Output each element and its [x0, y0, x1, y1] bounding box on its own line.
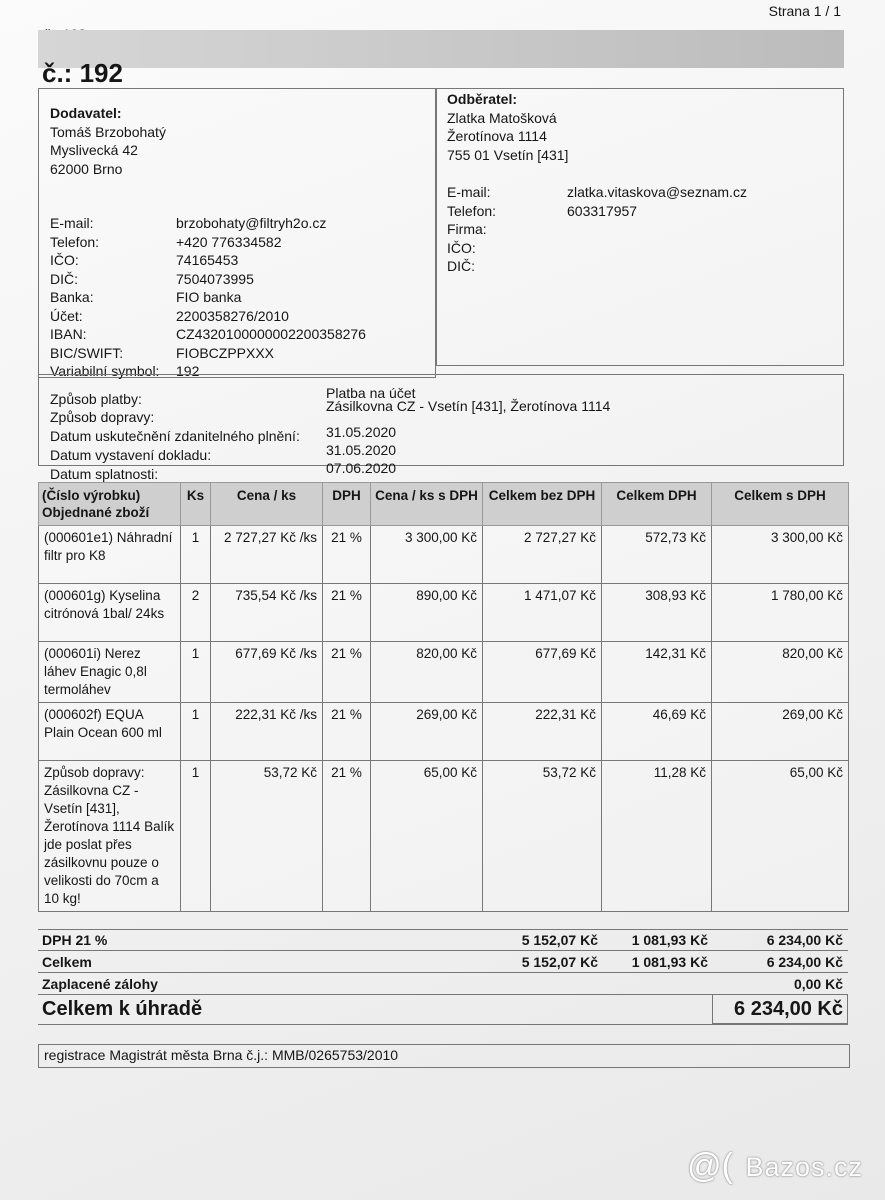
vat-label: DPH 21 %	[42, 932, 108, 948]
field-key: Variabilní symbol:	[50, 363, 160, 379]
field-key: E-mail:	[447, 184, 491, 200]
sum-total: 6 234,00 Kč	[766, 954, 843, 970]
registration-text: registrace Magistrát města Brna č.j.: MMB/0265753/2010	[44, 1047, 399, 1063]
customer-field	[447, 257, 837, 276]
table-cell: 572,73 Kč	[602, 526, 712, 584]
table-cell: 21 %	[323, 642, 371, 703]
table-cell: 890,00 Kč	[371, 584, 483, 642]
payment-method-value: Platba na účet	[326, 385, 416, 401]
table-cell: Způsob dopravy: Zásilkovna CZ - Vsetín [431], Žerotínova 1114 Balík jde poslat přes zásilkovnu pouze o velikosti do 70cm a 10 kg!	[39, 761, 181, 912]
table-row	[39, 761, 849, 912]
field-value: brzobohaty@filtryh2o.cz	[176, 215, 327, 231]
table-row	[39, 526, 849, 584]
table-cell: 142,31 Kč	[602, 642, 712, 703]
field-value: 603317957	[567, 202, 638, 219]
customer-street: Žerotínova 1114	[447, 128, 547, 144]
field-value: CZ4320100000002200358276	[176, 326, 366, 342]
grand-total-value: 6 234,00 Kč	[734, 998, 843, 1020]
field-key: E-mail:	[50, 215, 94, 231]
table-cell: 53,72 Kč	[211, 761, 323, 912]
supplier-address	[50, 104, 166, 178]
field-key: Telefon:	[50, 233, 100, 250]
table-cell: 65,00 Kč	[371, 761, 483, 912]
taxable-date-label: Datum uskutečnění zdanitelného plnění:	[50, 428, 300, 444]
table-cell: 269,00 Kč	[371, 703, 483, 761]
title-bar	[38, 30, 844, 68]
table-cell: 21 %	[323, 526, 371, 584]
table-cell: 2 727,27 Kč	[483, 526, 602, 584]
document-title: č.: 192	[42, 58, 123, 88]
table-row	[39, 584, 849, 642]
table-cell: 269,00 Kč	[712, 703, 849, 761]
table-cell: 11,28 Kč	[602, 761, 712, 912]
table-cell: (000601g) Kyselina citrónová 1bal/ 24ks	[39, 584, 181, 642]
column-header: Ks	[181, 483, 211, 526]
table-cell: 2	[181, 584, 211, 642]
table-cell: 222,31 Kč	[483, 703, 602, 761]
table-header-row	[39, 483, 849, 526]
supplier-field	[50, 325, 430, 344]
supplier-field	[50, 251, 430, 270]
totals-divider	[38, 1024, 848, 1025]
vat-base: 5 152,07 Kč	[521, 932, 598, 948]
table-cell: (000601i) Nerez láhev Enagic 0,8l termoláhev	[39, 642, 181, 703]
due-date-label: Datum splatnosti:	[50, 466, 159, 482]
items-table	[38, 482, 849, 912]
field-key: DIČ:	[50, 270, 78, 287]
table-cell: (000601e1) Náhradní filtr pro K8	[39, 526, 181, 584]
customer-field	[447, 220, 837, 239]
issue-date-value: 31.05.2020	[326, 442, 397, 458]
totals-divider	[38, 929, 848, 930]
field-value: +420 776334582	[176, 233, 282, 250]
deposit-value: 0,00 Kč	[793, 976, 843, 992]
supplier-city: 62000 Brno	[50, 160, 123, 177]
customer-name: Zlatka Matošková	[447, 109, 557, 126]
customer-field	[447, 202, 837, 221]
supplier-field	[50, 214, 430, 233]
table-cell: 1	[181, 642, 211, 703]
column-header: Celkem DPH	[602, 483, 712, 526]
table-cell: 21 %	[323, 703, 371, 761]
table-cell: 1	[181, 526, 211, 584]
field-key: Banka:	[50, 289, 94, 305]
due-date-value: 07.06.2020	[326, 460, 397, 476]
supplier-field	[50, 344, 430, 363]
customer-address	[447, 90, 568, 164]
table-cell: (000602f) EQUA Plain Ocean 600 ml	[39, 703, 181, 761]
table-cell: 3 300,00 Kč	[371, 526, 483, 584]
taxable-date-value: 31.05.2020	[326, 424, 397, 440]
table-cell: 820,00 Kč	[371, 642, 483, 703]
table-cell: 65,00 Kč	[712, 761, 849, 912]
table-cell: 735,54 Kč /ks	[211, 584, 323, 642]
table-cell: 677,69 Kč	[483, 642, 602, 703]
vat-amount: 1 081,93 Kč	[631, 932, 708, 948]
column-header: Cena / ks s DPH	[371, 483, 483, 526]
customer-field	[447, 183, 837, 202]
column-header: DPH	[323, 483, 371, 526]
page-number: Strana 1 / 1	[768, 3, 841, 19]
table-row	[39, 642, 849, 703]
field-key: Telefon:	[447, 202, 497, 219]
table-cell: 1 471,07 Kč	[483, 584, 602, 642]
table-row	[39, 703, 849, 761]
field-key: Účet:	[50, 307, 83, 324]
field-value: FIO banka	[176, 289, 242, 305]
table-cell: 2 727,27 Kč /ks	[211, 526, 323, 584]
table-cell: 677,69 Kč /ks	[211, 642, 323, 703]
payment-method-label: Způsob platby:	[50, 391, 142, 407]
field-key: BIC/SWIFT:	[50, 344, 124, 361]
field-value: 74165453	[176, 252, 239, 268]
vat-total: 6 234,00 Kč	[766, 932, 843, 948]
shipping-method-value: Zásilkovna CZ - Vsetín [431], Žerotínova 1114	[326, 398, 611, 414]
supplier-field	[50, 270, 430, 289]
supplier-field	[50, 288, 430, 307]
table-cell: 1	[181, 703, 211, 761]
column-header: Celkem bez DPH	[483, 483, 602, 526]
supplier-fields	[50, 214, 430, 381]
field-value: FIOBCZPPXXX	[176, 344, 275, 361]
watermark-logo-icon: @(	[687, 1147, 733, 1185]
field-key: Firma:	[447, 221, 487, 237]
customer-fields	[447, 183, 837, 276]
grand-total-label: Celkem k úhradě	[42, 998, 203, 1020]
customer-field	[447, 239, 837, 258]
supplier-field	[50, 307, 430, 326]
customer-heading: Odběratel:	[447, 91, 518, 107]
table-cell: 3 300,00 Kč	[712, 526, 849, 584]
table-cell: 1 780,00 Kč	[712, 584, 849, 642]
field-value: 2200358276/2010	[176, 307, 289, 324]
watermark-text: Bazos.cz	[745, 1152, 863, 1182]
table-cell: 21 %	[323, 584, 371, 642]
sum-label: Celkem	[42, 954, 92, 970]
table-cell: 820,00 Kč	[712, 642, 849, 703]
issue-date-label: Datum vystavení dokladu:	[50, 447, 212, 463]
field-key: DIČ:	[447, 258, 475, 274]
customer-city: 755 01 Vsetín [431]	[447, 146, 569, 163]
field-value: 192	[176, 363, 200, 379]
field-value: 7504073995	[176, 270, 254, 287]
totals-divider	[38, 950, 848, 951]
column-header: (Číslo výrobku) Objednané zboží	[39, 483, 181, 526]
field-key: IČO:	[447, 239, 476, 256]
sum-amount: 1 081,93 Kč	[631, 954, 708, 970]
column-header: Cena / ks	[211, 483, 323, 526]
table-cell: 46,69 Kč	[602, 703, 712, 761]
table-cell: 308,93 Kč	[602, 584, 712, 642]
table-cell: 53,72 Kč	[483, 761, 602, 912]
shipping-method-label: Způsob dopravy:	[50, 409, 155, 425]
field-key: IBAN:	[50, 326, 87, 342]
supplier-field	[50, 233, 430, 252]
supplier-street: Myslivecká 42	[50, 142, 138, 158]
supplier-heading: Dodavatel:	[50, 105, 122, 121]
deposit-label: Zaplacené zálohy	[42, 976, 158, 992]
field-key: IČO:	[50, 252, 79, 268]
table-cell: 222,31 Kč /ks	[211, 703, 323, 761]
field-value: zlatka.vitaskova@seznam.cz	[567, 184, 747, 200]
sum-base: 5 152,07 Kč	[521, 954, 598, 970]
table-cell: 1	[181, 761, 211, 912]
totals-divider	[38, 972, 848, 973]
column-header: Celkem s DPH	[712, 483, 849, 526]
table-cell: 21 %	[323, 761, 371, 912]
supplier-name: Tomáš Brzobohatý	[50, 123, 166, 140]
